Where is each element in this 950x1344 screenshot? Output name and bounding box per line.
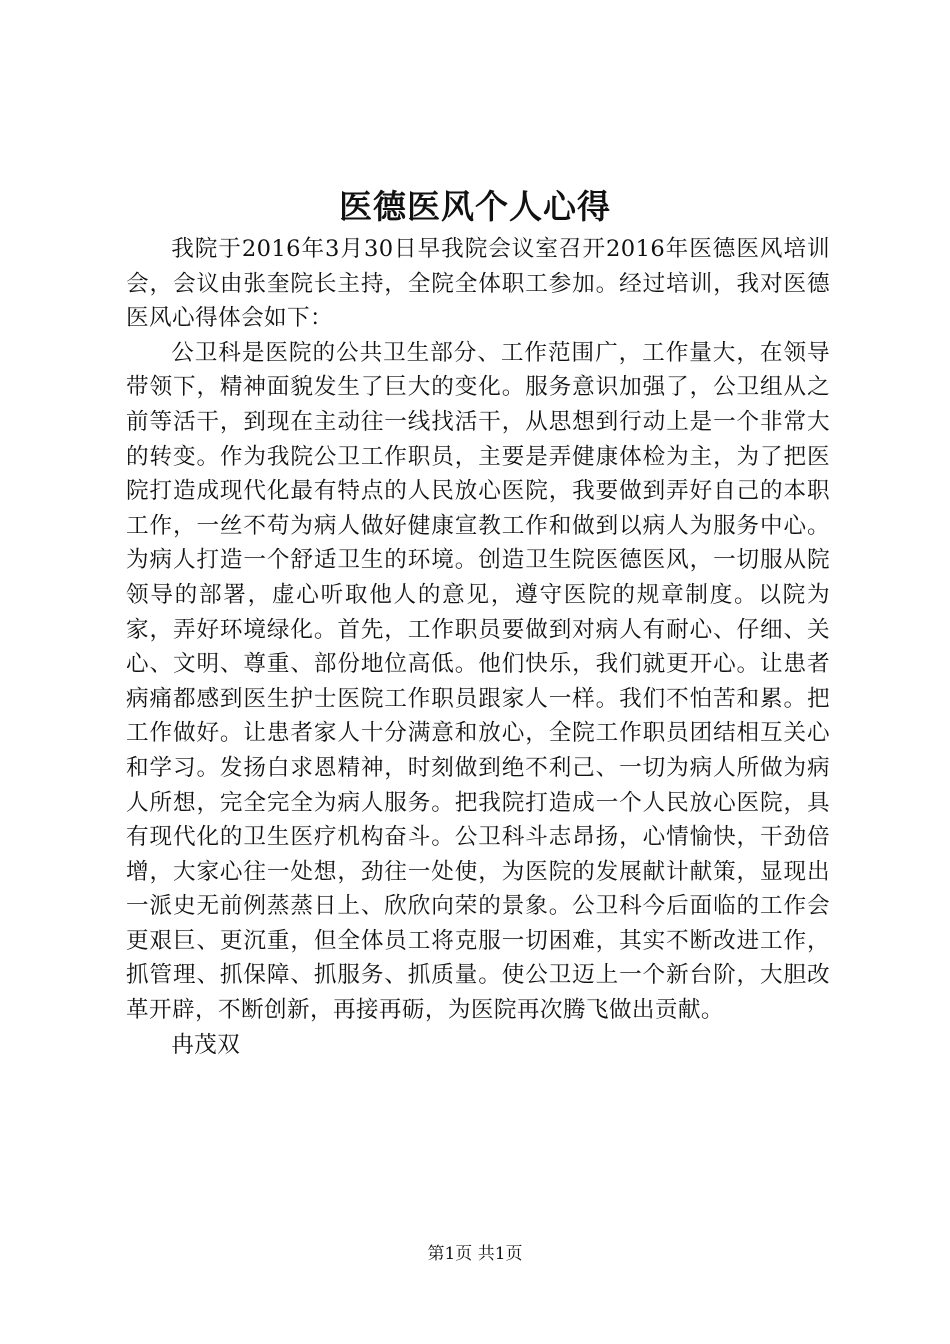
page-footer: 第1页 共1页 — [427, 1244, 523, 1264]
main-paragraph: 公卫科是医院的公共卫生部分、工作范围广，工作量大，在领导带领下，精神面貌发生了巨大的变化。服务意识加强了，公卫组从之前等活干，到现在主动往一线找活干，从思想到行动上是一个非常大的转变。作为我院公卫工作职员，主要是弄健康体检为主，为了把医院打造成现代化最有特点的人民放心医院，我要做到弄好自己的本职工作，一丝不苟为病人做好健康宣教工作和做到以病人为服务中心。为病人打造一个舒适卫生的环境。创造卫生院医德医风，一切服从院领导的部署，虚心听取他人的意见，遵守医院的规章制度。以院为家，弄好环境绿化。首先，工作职员要做到对病人有耐心、仔细、关心、文明、尊重、部份地位高低。他们快乐，我们就更开心。让患者病痛都感到医生护士医院工作职员跟家人一样。我们不怕苦和累。把工作做好。让患者家人十分满意和放心，全院工作职员团结相互关心和学习。发扬白求恩精神，时刻做到绝不利己、一切为病人所做为病人所想，完全完全为病人服务。把我院打造成一个人民放心医院，具有现代化的卫生医疗机构奋斗。公卫科斗志昂扬，心情愉快，干劲倍增，大家心往一处想，劲往一处使，为医院的发展献计献策，显现出一派史无前例蒸蒸日上、欣欣向荣的景象。公卫科今后面临的工作会更艰巨、更沉重，但全体员工将克服一切困难，其实不断改进工作，抓管理、抓保障、抓服务、抓质量。使公卫迈上一个新台阶，大胆改革开辟，不断创新，再接再砺，为医院再次腾飞做出贡献。 — [126, 339, 830, 1024]
document-title: 医德医风个人心得 — [339, 187, 611, 226]
author-signature: 冉茂双 — [171, 1031, 241, 1058]
document-body — [126, 232, 830, 1062]
intro-paragraph: 我院于2016年3月30日早我院会议室召开2016年医德医风培训会，会议由张奎院长主持，全院全体职工参加。经过培训，我对医德医风心得体会如下： — [126, 236, 830, 332]
